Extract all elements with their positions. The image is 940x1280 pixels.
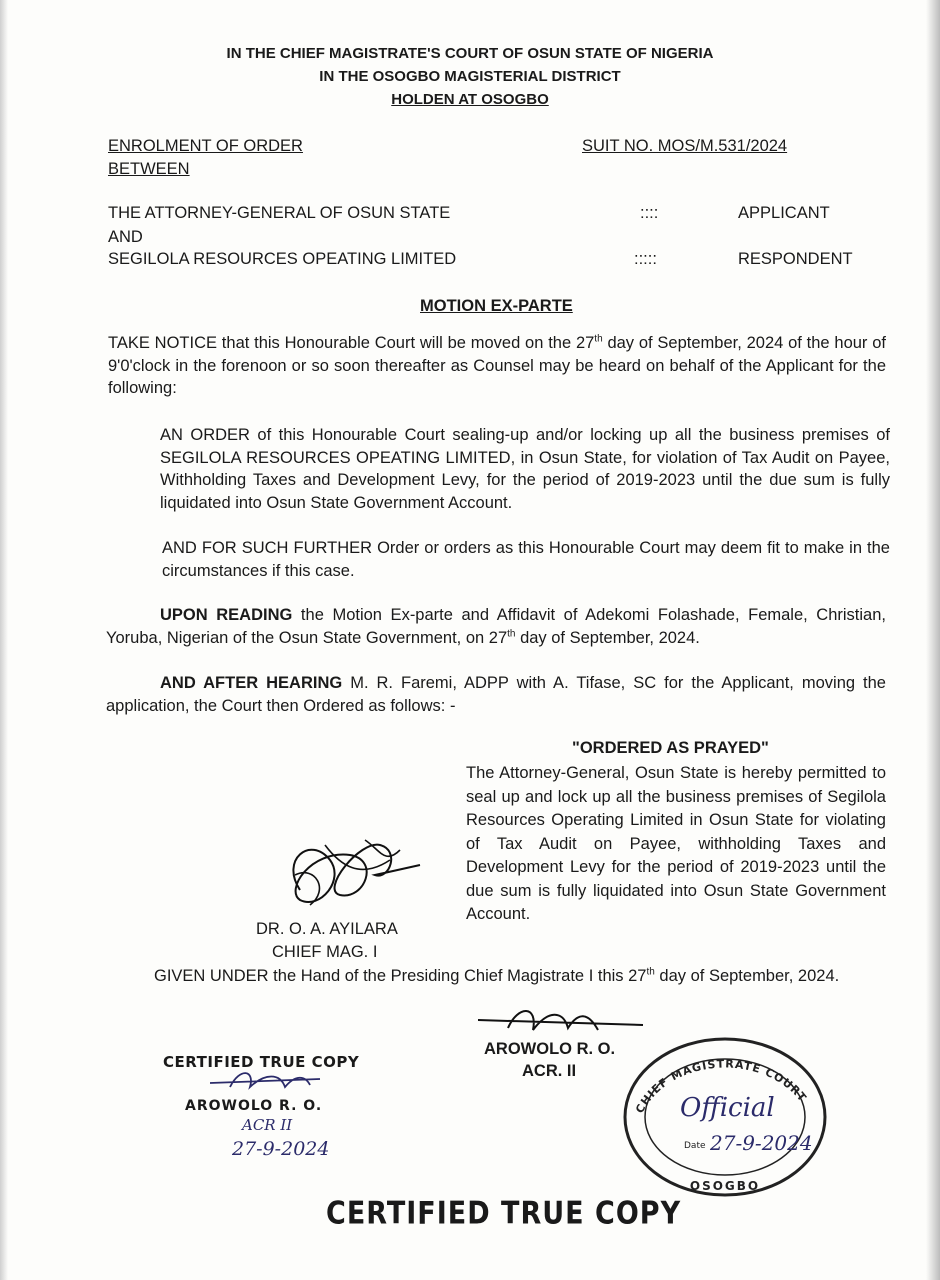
ordered-title: "ORDERED AS PRAYED" <box>572 739 769 757</box>
motion-title: MOTION EX-PARTE <box>420 297 573 315</box>
ctc-signature <box>210 1065 330 1095</box>
seal-bottom-text: OSOGBO <box>689 1179 761 1193</box>
magistrate-title: CHIEF MAG. I <box>272 943 378 961</box>
page-shadow-right <box>926 0 940 1280</box>
given-under-line: GIVEN UNDER the Hand of the Presiding Chief Magistrate I this 27th day of September, 2024. <box>154 966 840 985</box>
seal-date-label: Date <box>684 1141 706 1151</box>
court-seal <box>610 1032 840 1202</box>
court-title: IN THE CHIEF MAGISTRATE'S COURT OF OSUN STATE OF NIGERIA <box>226 45 714 62</box>
between-label: BETWEEN <box>108 160 190 178</box>
respondent-role: RESPONDENT <box>738 250 853 268</box>
and-label: AND <box>108 228 143 246</box>
order-request-paragraph: AN ORDER of this Honourable Court sealing-up and/or locking up all the business premises of SEGILOLA RESOURCES OPEATING LIMITED, in Osun State, for violation of Tax Audit on Payee, Withholding Taxes and Development Levy, for the period of 2019-2023 until the due sum is fully liquidated into Osun State Government Account. <box>160 426 890 512</box>
seal-handwritten-date: 27-9-2024 <box>710 1131 813 1155</box>
after-hearing-paragraph: AND AFTER HEARING M. R. Faremi, ADPP with A. Tifase, SC for the Applicant, moving the application, the Court then Ordered as follows: - <box>106 674 886 715</box>
seal-handwritten-word: Official <box>680 1093 775 1123</box>
registrar-title: ACR. II <box>522 1062 577 1080</box>
further-order-paragraph: AND FOR SUCH FURTHER Order or orders as this Honourable Court may deem fit to make in the circumstances if this case. <box>162 539 890 580</box>
bottom-ctc-stamp: CERTIFIED TRUE COPY <box>326 1195 682 1232</box>
respondent-name: SEGILOLA RESOURCES OPEATING LIMITED <box>108 250 457 268</box>
suit-number: SUIT NO. MOS/M.531/2024 <box>582 137 788 155</box>
respondent-dots: ::::: <box>634 250 657 268</box>
page-shadow-left <box>0 0 8 1280</box>
holden-title: HOLDEN AT OSOGBO <box>391 91 549 108</box>
registrar-name: AROWOLO R. O. <box>484 1040 616 1058</box>
applicant-name: THE ATTORNEY-GENERAL OF OSUN STATE <box>108 204 451 222</box>
ordered-text: The Attorney-General, Osun State is hereby permitted to seal up and lock up all the business premises of Segilola Resources Operating Limited in Osun State for violating of Tax Audit on Payee, withholding Taxes and Development Levy for the period of 2019-2023 until the due sum is fully liquidated into Osun State Government Account. <box>466 764 886 923</box>
applicant-role: APPLICANT <box>738 204 830 222</box>
magistrate-signature <box>270 820 430 930</box>
seal-top-text: CHIEF MAGISTRATE COURT <box>633 1057 810 1116</box>
enrolment-heading: ENROLMENT OF ORDER <box>108 137 303 155</box>
ctc-stamp-line1: CERTIFIED TRUE COPY <box>163 1053 360 1071</box>
district-title: IN THE OSOGBO MAGISTERIAL DISTRICT <box>319 68 621 85</box>
ctc-handwritten-date: 27-9-2024 <box>232 1138 330 1160</box>
applicant-dots: :::: <box>640 204 659 222</box>
take-notice-paragraph: TAKE NOTICE that this Honourable Court will be moved on the 27th day of September, 2024 of the hour of 9'0'clock in the forenoon or so soon thereafter as Counsel may be heard on behalf of the Applicant for the following: <box>108 333 886 397</box>
upon-reading-paragraph: UPON READING the Motion Ex-parte and Affidavit of Adekomi Folashade, Female, Christian, Yoruba, Nigerian of the Osun State Government, on 27th day of September, 2024. <box>106 606 886 647</box>
ctc-stamp-line2: AROWOLO R. O. <box>185 1098 323 1114</box>
ctc-handwritten-title: ACR II <box>242 1116 293 1134</box>
magistrate-name: DR. O. A. AYILARA <box>256 920 398 938</box>
